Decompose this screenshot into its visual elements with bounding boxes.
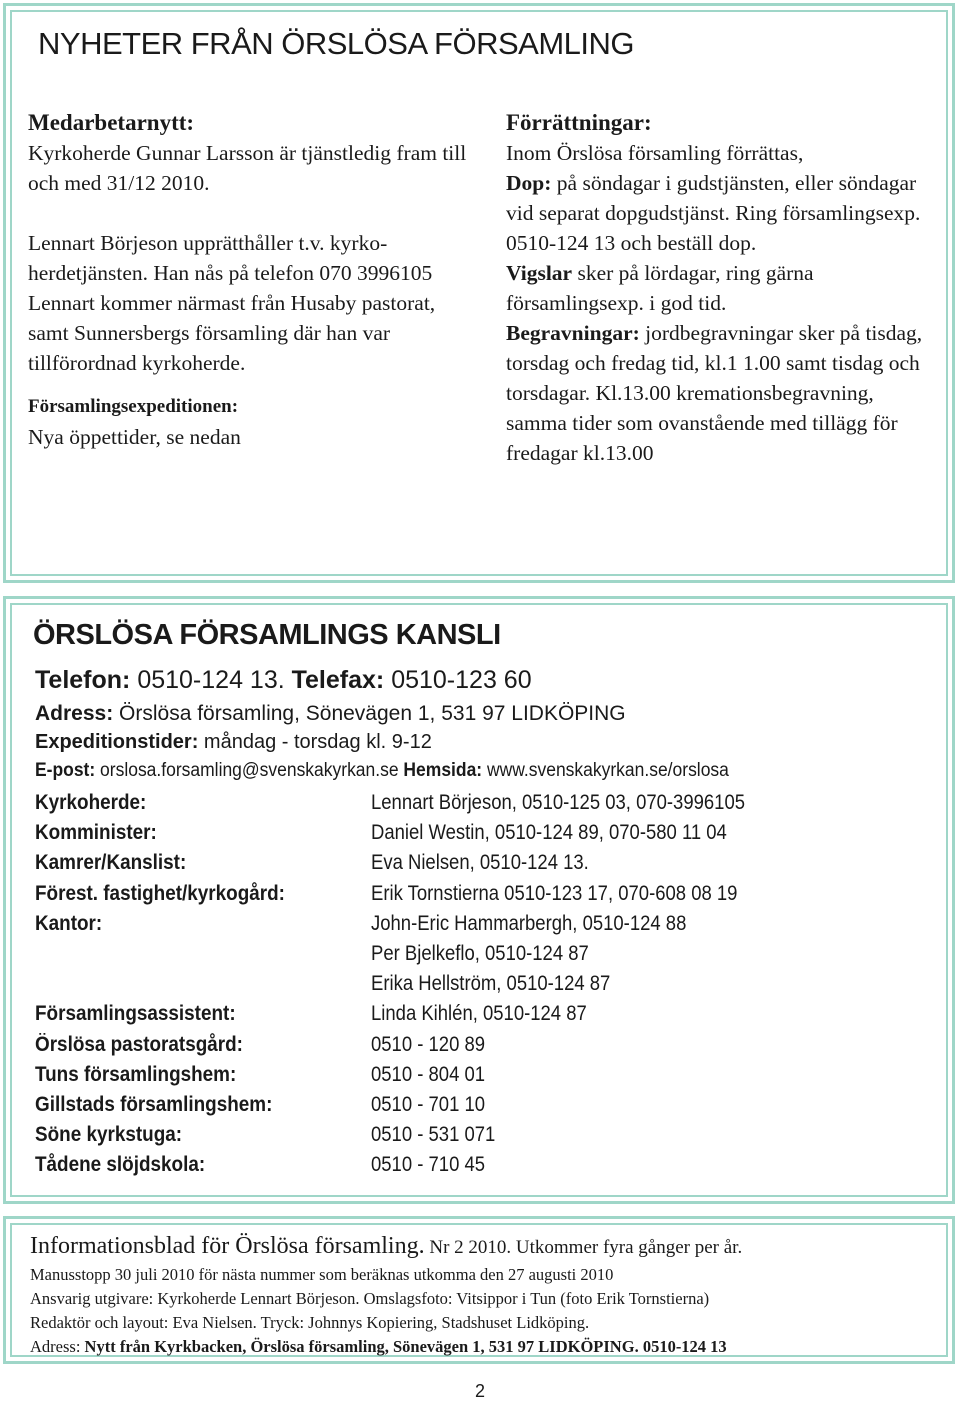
email-value: orslosa.forsamling@svenskakyrkan.se	[95, 760, 404, 781]
info-address-line	[30, 1335, 940, 1359]
info-address-phone: . 0510-124 13	[634, 1337, 727, 1356]
hours-value: måndag - torsdag kl. 9-12	[198, 731, 432, 753]
staff-contact: 0510 - 701 10	[371, 1092, 486, 1116]
wedding-paragraph	[506, 258, 936, 318]
funeral-label: Begravningar:	[506, 321, 640, 345]
hours-line	[35, 731, 432, 754]
staff-contact: 0510 - 710 45	[371, 1153, 486, 1177]
info-publisher: Ansvarig utgivare: Kyrkoherde Lennart Börjeson. Omslagsfoto: Vitsippor i Tun (foto Erik Tornstierna)	[30, 1289, 710, 1308]
staff-row	[35, 939, 935, 969]
phone-label: Telefon:	[35, 666, 131, 694]
staff-row	[35, 1030, 935, 1060]
staff-role: Komminister:	[35, 821, 157, 845]
staff-row	[35, 879, 935, 909]
staff-role: Örslösa pastoratsgård:	[35, 1032, 243, 1056]
staff-news-paragraph-1: Kyrkoherde Gunnar Larsson är tjänstledig fram till och med 31/12 2010.	[28, 141, 467, 195]
staff-role: Förest. fastighet/kyrkogård:	[35, 881, 285, 905]
staff-role: Kamrer/Kanslist:	[35, 851, 187, 875]
office-title: ÖRSLÖSA FÖRSAMLINGS KANSLI	[33, 619, 501, 651]
staff-role: Tådene slöjdskola:	[35, 1153, 206, 1177]
staff-contact: Linda Kihlén, 0510-124 87	[371, 1002, 587, 1026]
website-value: www.svenskakyrkan.se/orslosa	[482, 760, 729, 781]
staff-row	[35, 1150, 935, 1180]
office-heading: Församlingsexpeditionen:	[28, 396, 239, 417]
staff-role: Gillstads församlingshem:	[35, 1092, 273, 1116]
fax-value: 0510-123 60	[384, 666, 532, 694]
info-title: Informationsblad för Örslösa församling.	[30, 1233, 425, 1259]
baptism-paragraph	[506, 168, 936, 258]
info-editor: Redaktör och layout: Eva Nielsen. Tryck: Johnnys Kopiering, Stadshuset Lidköping.	[30, 1313, 590, 1332]
staff-row	[35, 788, 935, 818]
hours-label: Expeditionstider:	[35, 731, 199, 753]
email-line	[35, 760, 729, 782]
info-address: Nytt från Kyrkbacken, Örslösa församling, Sönevägen 1, 531 97 LIDKÖPING	[84, 1337, 635, 1356]
email-label: E-post:	[35, 760, 96, 781]
page-number: 2	[474, 1381, 485, 1401]
staff-contact: 0510 - 531 071	[371, 1123, 496, 1147]
staff-news-paragraph-2: Lennart Börjeson upprätthåller t.v. kyrko- herdetjänsten. Han nås på telefon 070 3996105 Lennart kommer närmast från Husaby pastorat, samt Sunnersbergs församling där han var tillförordnad kyrkoherde.	[28, 231, 436, 375]
news-heading: NYHETER FRÅN ÖRSLÖSA FÖRSAMLING	[38, 26, 634, 61]
baptism-label: Dop:	[506, 171, 552, 195]
staff-role: Tuns församlingshem:	[35, 1062, 237, 1086]
staff-row	[35, 848, 935, 878]
phone-value: 0510-124 13.	[130, 666, 285, 694]
staff-row	[35, 818, 935, 848]
staff-role: Församlingsassistent:	[35, 1002, 236, 1026]
baptism-text: på söndagar i gudstjänsten, eller söndagar vid separat dopgudstjänst. Ring församlingsexp. 0510-124 13 och beställ dop.	[506, 171, 921, 255]
staff-row	[35, 1120, 935, 1150]
fax-label: Telefax:	[284, 666, 385, 694]
ceremonies-heading: Förrättningar:	[506, 110, 652, 135]
staff-contact: 0510 - 120 89	[371, 1032, 486, 1056]
staff-role: Kyrkoherde:	[35, 791, 147, 815]
wedding-text: sker på lördagar, ring gärna församlingsexp. i god tid.	[506, 261, 814, 315]
staff-contact: Lennart Börjeson, 0510-125 03, 070-3996105	[371, 791, 746, 815]
staff-contact: Erik Tornstierna 0510-123 17, 070-608 08 19	[371, 881, 738, 905]
info-address-label: Adress:	[30, 1337, 85, 1356]
info-deadline: Manusstopp 30 juli 2010 för nästa nummer som beräknas utkomma den 27 augusti 2010	[30, 1265, 614, 1284]
news-right-column	[506, 108, 936, 468]
address-value: Örslösa församling, Sönevägen 1, 531 97 LIDKÖPING	[113, 702, 626, 725]
staff-contact: Daniel Westin, 0510-124 89, 070-580 11 04	[371, 821, 727, 845]
info-block	[30, 1231, 940, 1359]
staff-news-heading: Medarbetarnytt:	[28, 110, 195, 135]
address-line	[35, 702, 626, 726]
staff-contact: 0510 - 804 01	[371, 1062, 486, 1086]
office-text: Nya öppettider, se nedan	[28, 425, 241, 449]
funeral-text: jordbegravningar sker på tisdag, torsdag och fredag tid, kl.1 1.00 samt tisdag och torsdagar. Kl.13.00 kremationsbegravning, samma tider som ovanstående med tillägg för fredagar kl.13.00	[506, 321, 923, 465]
website-label: Hemsida:	[403, 760, 483, 781]
staff-row	[35, 969, 935, 999]
address-label: Adress:	[35, 702, 114, 725]
info-title-line	[30, 1231, 940, 1263]
staff-row	[35, 1060, 935, 1090]
funeral-paragraph	[506, 318, 936, 468]
staff-contact: Per Bjelkeflo, 0510-124 87	[371, 942, 589, 966]
staff-role: Söne kyrkstuga:	[35, 1123, 183, 1147]
staff-directory	[35, 788, 935, 1180]
staff-contact: Erika Hellström, 0510-124 87	[371, 972, 611, 996]
staff-contact: John-Eric Hammarbergh, 0510-124 88	[371, 911, 687, 935]
staff-role: Kantor:	[35, 911, 103, 935]
news-left-column	[28, 108, 473, 452]
phone-line	[35, 666, 532, 695]
ceremonies-intro: Inom Örslösa församling förrättas,	[506, 141, 804, 165]
staff-contact: Eva Nielsen, 0510-124 13.	[371, 851, 589, 875]
info-issue: Nr 2 2010. Utkommer fyra gånger per år.	[424, 1237, 743, 1258]
wedding-label: Vigslar	[506, 261, 573, 285]
staff-row	[35, 909, 935, 939]
staff-row	[35, 999, 935, 1029]
staff-row	[35, 1090, 935, 1120]
